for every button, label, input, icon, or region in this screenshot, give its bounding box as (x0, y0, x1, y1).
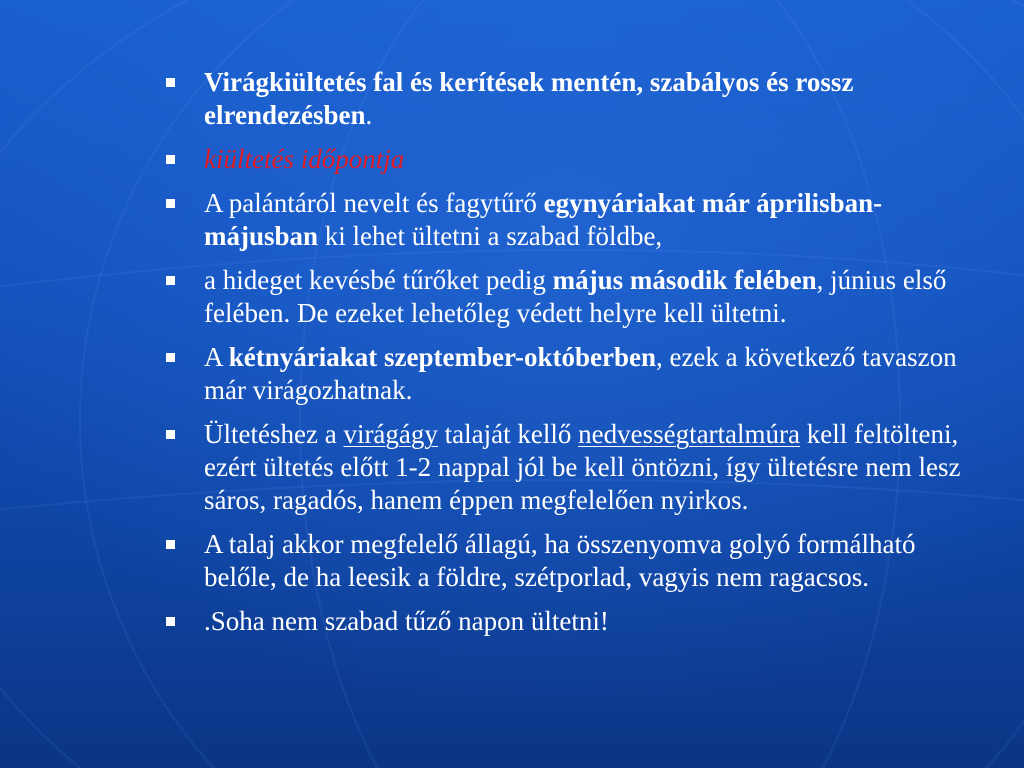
bullet-item-4 (160, 264, 970, 330)
square-bullet-icon (166, 540, 175, 549)
bullet-text: A palántáról nevelt és fagytűrő (204, 188, 544, 218)
bullet-text-bold: kétnyáriakat szeptember-októberben (228, 342, 656, 372)
square-bullet-icon (166, 155, 175, 164)
bullet-text-bold: május második felében (552, 265, 817, 295)
section-heading: kiültetés időpontja (204, 144, 405, 174)
bullet-text: Ültetéshez a (204, 419, 344, 449)
square-bullet-icon (166, 430, 175, 439)
bullet-text: . (365, 100, 373, 130)
bullet-text: kell feltölteni, ezért ültetés előtt 1-2 nappal jól be kell öntözni, így ültetésre nem lesz sáros, ragadós, hanem éppen megfelelően nyirkos. (204, 419, 961, 515)
bullet-item-5 (160, 341, 970, 407)
bullet-item-7 (160, 528, 970, 594)
bullet-text: , június első felében. De ezeket lehetőleg védett helyre kell ültetni. (204, 265, 947, 328)
bullet-text: A talaj akkor megfelelő állagú, ha összenyomva golyó formálható belőle, de ha leesik a földre, szétporlad, vagyis nem ragacsos. (204, 529, 916, 592)
bullet-text: .Soha nem szabad tűző napon ültetni! (204, 606, 609, 636)
square-bullet-icon (166, 78, 175, 87)
bullet-text: Virágkiültetés fal és kerítések mentén, szabályos és rossz elrendezésben (204, 67, 854, 130)
nedvessegtartalom-link[interactable]: nedvességtartalmúra (578, 419, 801, 449)
square-bullet-icon (166, 276, 175, 285)
bullet-text: talaját kellő (437, 419, 579, 449)
square-bullet-icon (166, 199, 175, 208)
viragagy-link[interactable]: virágágy (343, 419, 438, 449)
bullet-item-2 (160, 143, 970, 176)
bullet-text-bold: egynyáriakat már áprilisban-májusban (204, 188, 883, 251)
bullet-list (160, 66, 970, 649)
square-bullet-icon (166, 353, 175, 362)
bullet-item-3 (160, 187, 970, 253)
bullet-item-6 (160, 418, 970, 517)
bullet-text: , ezek a következő tavaszon már virágozhatnak. (204, 342, 957, 405)
bullet-text: a hideget kevésbé tűrőket pedig (204, 265, 553, 295)
bullet-text: A (204, 342, 229, 372)
bullet-text: ki lehet ültetni a szabad földbe, (318, 221, 663, 251)
bullet-item-8 (160, 605, 970, 638)
bullet-item-1 (160, 66, 970, 132)
square-bullet-icon (166, 617, 175, 626)
